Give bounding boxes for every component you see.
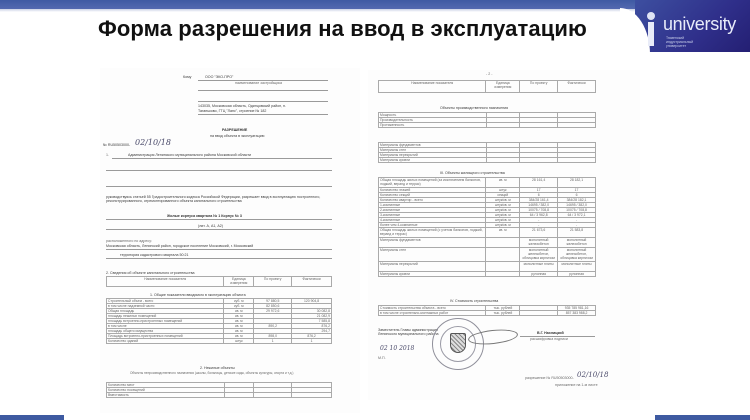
- territory: территория кадастрового квартала 50:21: [120, 253, 189, 257]
- table-row: Общая площадь жилых помещений (за исключением балконов, лоджий, веранд и террас) кв. м 28 161,4 28 182,1: [379, 178, 596, 188]
- addressee-label: Кому: [183, 75, 192, 79]
- table-row: в том числе строительно-монтажных работ тыс. рублей 857 383 988,2: [379, 311, 596, 316]
- cost-title: IV. Стоимость строительства: [450, 299, 499, 303]
- signer-hint: расшифровка подписи: [530, 337, 568, 341]
- object-detail: (лит. А, А1, А2): [198, 224, 223, 228]
- table-row: Материалы перекрытий монолитные плиты монолитные плиты: [379, 262, 596, 272]
- right-header-table: [378, 80, 596, 93]
- table-row: Количество посещений: [107, 388, 332, 393]
- table-row: Материалы кровли: [379, 158, 596, 163]
- table-row: 4-комнатные штук/кв. м - -: [379, 218, 596, 223]
- footer-bar-left: [0, 415, 64, 420]
- table-row: Площадь встроенно-пристроенных помещений кв. м 898,0 876,2: [107, 334, 332, 339]
- table-row: Производительность: [379, 118, 596, 123]
- table-row: более чем 4-комнатные штук/кв. м - -: [379, 223, 596, 228]
- page-number: - 2 -: [486, 72, 493, 76]
- table-row: Количество мест: [107, 383, 332, 388]
- table-row: площадь встроенно-пристроенных помещений кв. м 7 585,8: [108, 319, 330, 323]
- table-row: Материалы фундаментов монолитный железобетон монолитный железобетон: [379, 238, 596, 248]
- signer-position: Заместитель Главы администрации Ленинского муниципального района: [378, 328, 439, 337]
- addressee: ООО "ЭКО-ПРО": [205, 75, 234, 79]
- permit-subheading: на ввод объекта в эксплуатацию: [210, 134, 265, 138]
- mp-label: М.П.: [378, 356, 386, 360]
- permit-date-handwritten: 02/10/18: [135, 138, 171, 147]
- footer-bar-right: [655, 415, 750, 420]
- signer-name: В.Г. Нахлицкий: [537, 331, 564, 335]
- permit-heading: РАЗРЕШЕНИЕ: [222, 128, 248, 132]
- location-label: расположенного по адресу:: [106, 239, 152, 243]
- table-row: Количество секций секций 6 6: [379, 193, 596, 198]
- footer-hint: приложение на 1-м листе: [555, 383, 598, 387]
- column-header: Единица измерения: [224, 277, 254, 287]
- column-header: Фактически: [558, 81, 596, 93]
- table-row: Стоимость строительства объекта - всего тыс. рублей 935 785 981,16: [379, 306, 596, 311]
- object-name: Жилые корпуса квартала № 1 Корпус № 3: [167, 214, 242, 218]
- nonprod-table: [106, 382, 332, 398]
- table-row: площадь нежилых помещений кв. м 21 082,9: [108, 314, 330, 318]
- table-row: в том числе надземной части куб. м 82 850,6: [107, 304, 332, 309]
- address-line-2: Таганьково, ГТЦ "Ланс", строение № 182: [198, 109, 267, 113]
- housing-title: III. Объекты жилищного строительства: [440, 171, 505, 175]
- table-row: Количество зданий штук 1 1: [107, 339, 332, 344]
- table-row: Материалы перекрытий: [379, 153, 596, 158]
- permit-body: руководствуясь статьей 55 Градостроительного кодекса Российской Федерации, разрешает ввод в эксплуатацию построенного, реконструированного, отремонтированного объекта капитального строительства: [106, 195, 321, 204]
- issuer: Администрация Ленинского муниципального района Московской области: [128, 153, 252, 157]
- table-row: 3-комнатные штук/кв. м 64 / 3 962,8 64 / 3 972,1: [379, 213, 596, 218]
- addressee-hint: наименование застройщика: [235, 81, 283, 85]
- table-row: Общая площадь кв. м 29 972,6 30 082,8: [108, 309, 330, 313]
- logo-brand: university: [662, 14, 736, 34]
- issuer-index: 1.: [106, 153, 109, 157]
- permit-number: № RU50503000-: [103, 143, 131, 147]
- location: Московская область, Ленинский район, городское поселение Московский, г. Московский: [106, 244, 254, 248]
- address-line-1: 143035, Московская область, Одинцовский район, п.: [198, 104, 286, 108]
- logo-subtitle: Тюменский индустриальный университет: [666, 36, 694, 48]
- table-row: Материалы кровли рулонная рулонная: [379, 272, 596, 277]
- table-row: Материалы стен монолитный железобетон, облицовка кирпичом монолитный железобетон, облицовка кирпичом: [379, 248, 596, 262]
- housing-table: [378, 177, 596, 277]
- table-row: Материалы стен: [379, 148, 596, 153]
- object-info-table: [106, 276, 332, 287]
- table-subheader: 1. Общие показатели вводимого в эксплуатацию объекта: [150, 293, 246, 297]
- general-indicators-table: [106, 298, 332, 344]
- table-row: 2-комнатные штук/кв. м 10075 / 708,8 10075 / 708,8: [379, 208, 596, 213]
- table-row: Количество квартир - всего штук/кв. м 384/28 161,4 384/28 182,1: [379, 198, 596, 203]
- prod-table: [378, 112, 596, 128]
- cost-table: [378, 305, 596, 316]
- footer-date-handwritten: 02/10/18: [577, 371, 609, 379]
- column-header: Наименование показателя: [379, 81, 486, 93]
- section-title: 2. Сведения об объекте капитального строительства: [106, 271, 195, 275]
- slide-title: Форма разрешения на ввод в эксплуатацию: [98, 16, 587, 41]
- table-row: в том числе кв. м 890,2 876,2: [108, 324, 330, 328]
- prod-title: Объекты производственного назначения: [440, 106, 509, 110]
- nonprod-title: 2. Нежилые объекты: [200, 366, 235, 370]
- university-logo-icon: [646, 12, 656, 46]
- table-row: площадь общего имущества кв. м 294,7: [108, 329, 330, 333]
- table-row: Мощность: [379, 113, 596, 118]
- column-header: Фактически: [292, 277, 332, 287]
- table-row: Протяженность: [379, 123, 596, 128]
- table-row: Общая площадь жилых помещений (с учетом балконов, лоджий, веранд и террас) кв. м 21 673,6 21 583,8: [379, 228, 596, 238]
- prod-materials-table: [378, 142, 596, 163]
- table-row: Материалы фундаментов: [379, 143, 596, 148]
- table-row: Строительный объем - всего куб. м 97 880,5 120 904,8: [107, 299, 332, 304]
- nonprod-subtitle: Объекты непроизводственного назначения (школы, больницы, детские сады, объекты культуры, спорта и т.д.): [130, 371, 294, 375]
- table-row: Вместимость: [107, 393, 332, 398]
- column-header: Наименование показателя: [107, 277, 224, 287]
- footer-number: разрешение № RU50503000-: [525, 376, 574, 380]
- column-header: Единица измерения: [486, 81, 520, 93]
- table-row: Количество этажей штук 17 17: [379, 188, 596, 193]
- table-row: 1-комнатные штук/кв. м 14695 / 382,0 14695 / 382,0: [379, 203, 596, 208]
- column-header: По проекту: [520, 81, 558, 93]
- column-header: По проекту: [254, 277, 292, 287]
- sign-date-handwritten: 02 10 2018: [380, 345, 415, 352]
